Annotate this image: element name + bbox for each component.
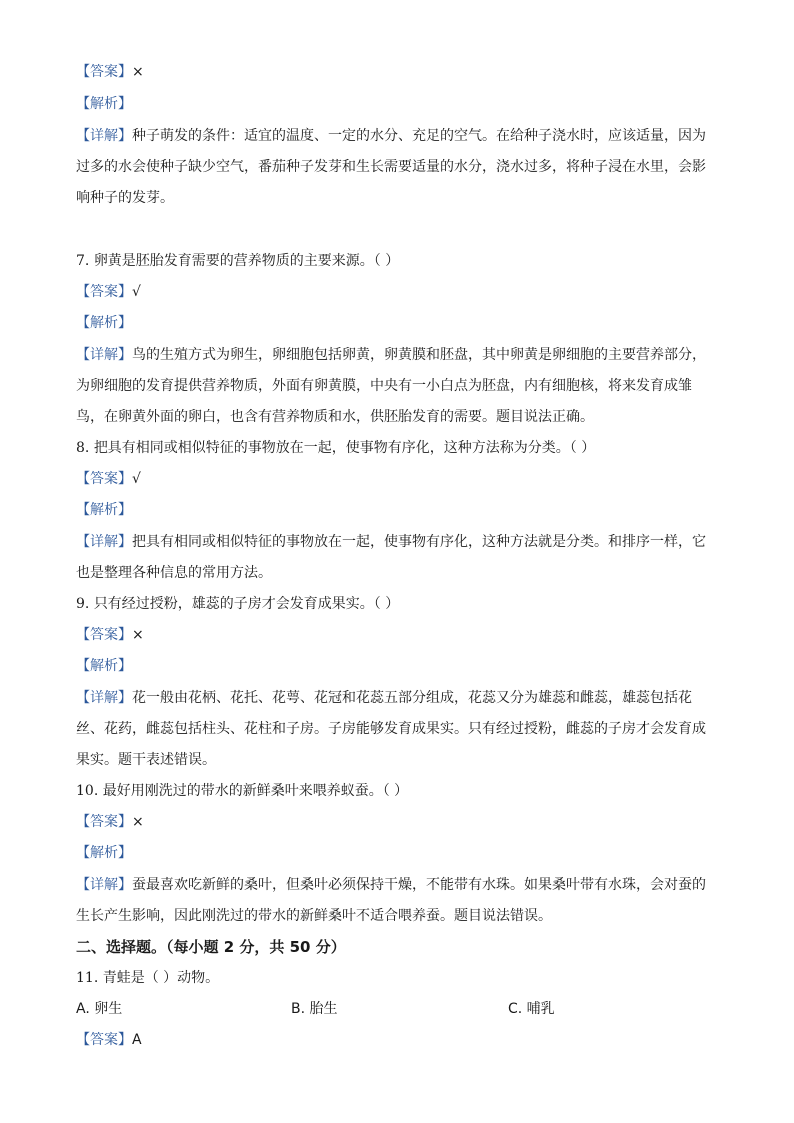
q7-question <box>76 251 399 271</box>
answer-value: √ <box>132 471 141 487</box>
q7-detail-line-2: 为卵细胞的发育提供营养物质，外面有卵黄膜，中央有一小白点为胚盘，内有细胞核，将来发育成雏 <box>76 378 692 394</box>
answer-label: 【答案】 <box>76 64 132 80</box>
q6-detail-line-2: 过多的水会使种子缺少空气，番茄种子发芽和生长需要适量的水分，浇水过多，将种子浸在水里，会影 <box>76 159 706 175</box>
section-title: 二、选择题。（每小题 2 分，共 50 分） <box>76 938 346 956</box>
q9-analysis <box>76 656 132 676</box>
analysis-label: 【解析】 <box>76 658 132 674</box>
q9-detail-line-2: 丝、花药，雌蕊包括柱头、花柱和子房。子房能够发育成果实。只有经过授粉，雌蕊的子房才会发育成 <box>76 721 706 737</box>
q11-option-c: C. 哺乳 <box>508 1001 555 1017</box>
question-text: 卵黄是胚胎发育需要的营养物质的主要来源。（ ） <box>93 253 400 269</box>
q8-answer <box>76 469 141 489</box>
question-number: 11. <box>76 970 99 986</box>
answer-label: 【答案】 <box>76 627 132 643</box>
q7-detail-line-3: 鸟，在卵黄外面的卵白，也含有营养物质和水，供胚胎发育的需要。题目说法正确。 <box>76 409 594 425</box>
q11-option-a: A. 卵生 <box>76 1001 123 1017</box>
answer-label: 【答案】 <box>76 1032 132 1048</box>
analysis-label: 【解析】 <box>76 96 132 112</box>
q8-detail-line-1 <box>76 532 706 552</box>
detail-text: 鸟的生殖方式为卵生，卵细胞包括卵黄，卵黄膜和胚盘，其中卵黄是卵细胞的主要营养部分， <box>132 347 706 363</box>
detail-text: 把具有相同或相似特征的事物放在一起，使事物有序化，这种方法就是分类。和排序一样，它 <box>132 534 706 550</box>
detail-label: 【详解】 <box>76 534 132 550</box>
question-text: 最好用刚洗过的带水的新鲜桑叶来喂养蚁蚕。（ ） <box>102 783 409 799</box>
answer-label: 【答案】 <box>76 814 132 830</box>
detail-label: 【详解】 <box>76 128 132 144</box>
question-number: 7. <box>76 253 90 269</box>
q10-detail-line-2: 生长产生影响，因此刚洗过的带水的新鲜桑叶不适合喂养蚕。题目说法错误。 <box>76 908 552 924</box>
q7-analysis <box>76 313 132 333</box>
answer-label: 【答案】 <box>76 471 132 487</box>
detail-label: 【详解】 <box>76 347 132 363</box>
answer-value: × <box>132 64 144 80</box>
q10-answer <box>76 812 144 832</box>
answer-value: × <box>132 814 144 830</box>
q11-question <box>76 968 219 988</box>
detail-label: 【详解】 <box>76 877 132 893</box>
q7-answer <box>76 282 141 302</box>
q11-option-b: B. 胎生 <box>291 1001 338 1017</box>
answer-value: × <box>132 627 144 643</box>
answer-value: A <box>132 1032 142 1048</box>
question-number: 9. <box>76 596 90 612</box>
analysis-label: 【解析】 <box>76 502 132 518</box>
question-number: 10. <box>76 783 99 799</box>
detail-label: 【详解】 <box>76 690 132 706</box>
answer-value: √ <box>132 284 141 300</box>
q6-detail-line-3: 响种子的发芽。 <box>76 190 174 206</box>
q10-analysis <box>76 843 132 863</box>
analysis-label: 【解析】 <box>76 845 132 861</box>
q9-question <box>76 594 399 614</box>
detail-text: 蚕最喜欢吃新鲜的桑叶，但桑叶必须保持干燥，不能带有水珠。如果桑叶带有水珠，会对蚕的 <box>132 877 706 893</box>
q6-detail-line-1 <box>76 126 706 146</box>
answer-label: 【答案】 <box>76 284 132 300</box>
detail-text: 花一般由花柄、花托、花萼、花冠和花蕊五部分组成，花蕊又分为雄蕊和雌蕊，雄蕊包括花 <box>132 690 692 706</box>
q7-detail-line-1 <box>76 345 706 365</box>
question-text: 青蛙是（ ）动物。 <box>102 970 220 986</box>
q8-analysis <box>76 500 132 520</box>
detail-text: 种子萌发的条件：适宜的温度、一定的水分、充足的空气。在给种子浇水时，应该适量，因为 <box>132 128 706 144</box>
q9-detail-line-1 <box>76 688 692 708</box>
q6-answer <box>76 62 144 82</box>
q6-analysis <box>76 94 132 114</box>
q10-detail-line-1 <box>76 875 706 895</box>
q11-answer <box>76 1030 142 1050</box>
question-number: 8. <box>76 440 90 456</box>
q8-detail-line-2: 也是整理各种信息的常用方法。 <box>76 565 272 581</box>
question-text: 把具有相同或相似特征的事物放在一起，使事物有序化，这种方法称为分类。（ ） <box>93 440 596 456</box>
question-text: 只有经过授粉，雄蕊的子房才会发育成果实。（ ） <box>93 596 400 612</box>
analysis-label: 【解析】 <box>76 315 132 331</box>
q9-answer <box>76 625 144 645</box>
q8-question <box>76 438 595 458</box>
q10-question <box>76 781 408 801</box>
q9-detail-line-3: 果实。题干表述错误。 <box>76 752 216 768</box>
